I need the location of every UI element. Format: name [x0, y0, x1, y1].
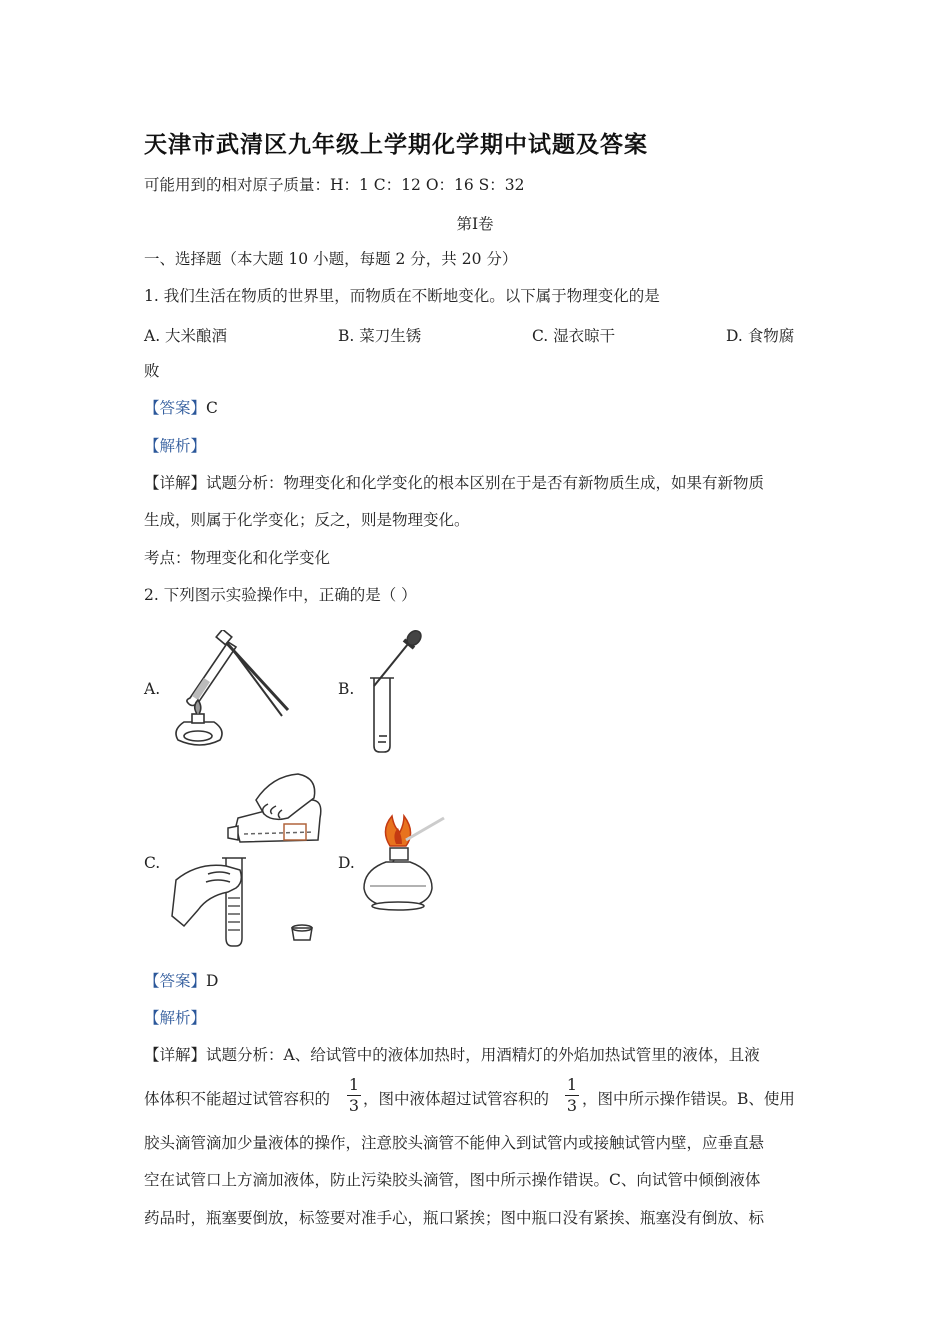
answer-value: D: [206, 972, 219, 990]
q2-detail-line-1: 【详解】试题分析：A、给试管中的液体加热时，用酒精灯的外焰加热试管里的液体，且液: [144, 1046, 760, 1064]
answer-tag: 【答案】: [144, 399, 207, 417]
page-title: 天津市武清区九年级上学期化学期中试题及答案: [144, 132, 648, 158]
fraction-numerator: 1: [566, 1075, 578, 1094]
answer-tag: 【答案】: [144, 972, 207, 990]
volume-label: 第Ⅰ卷: [456, 215, 494, 233]
q1-option-d: D. 食物腐: [726, 327, 795, 345]
analysis-tag: 【解析】: [144, 1009, 207, 1027]
atomic-masses-line: 可能用到的相对原子质量：H：1 C：12 O：16 S：32: [144, 176, 525, 194]
q2-detail-line-2b: ，图中液体超过试管容积的: [363, 1090, 550, 1108]
fraction-denominator: 3: [348, 1096, 360, 1115]
q2-answer-line: [144, 971, 218, 991]
q2-option-d-label: D.: [338, 854, 355, 872]
q1-option-b: B. 菜刀生锈: [338, 327, 422, 345]
fraction-numerator: 1: [348, 1075, 360, 1094]
q1-answer-line: [144, 398, 218, 418]
q1-detail-line-2: 生成，则属于化学变化；反之，则是物理变化。: [144, 511, 470, 529]
q2-stem: 2. 下列图示实验操作中，正确的是（ ）: [144, 586, 417, 604]
fraction-denominator: 3: [566, 1096, 578, 1115]
analysis-tag: 【解析】: [144, 437, 207, 455]
q1-option-a: A. 大米酿酒: [144, 327, 228, 345]
answer-value: C: [206, 399, 218, 417]
fraction-one-third: [565, 1076, 579, 1115]
q2-detail-line-5: 药品时，瓶塞要倒放，标签要对准手心，瓶口紧挨；图中瓶口没有紧挨、瓶塞没有倒放、标: [144, 1209, 765, 1227]
q2-option-c-label: C.: [144, 854, 161, 872]
fraction-one-third: [347, 1076, 361, 1115]
q1-detail-line-1: 【详解】试题分析：物理变化和化学变化的根本区别在于是否有新物质生成，如果有新物质: [144, 474, 765, 492]
q2-detail-line-4: 空在试管口上方滴加液体，防止污染胶头滴管，图中所示操作错误。C、向试管中倾倒液体: [144, 1171, 761, 1189]
q2-option-a-label: A.: [144, 680, 161, 698]
q1-stem: 1. 我们生活在物质的世界里，而物质在不断地变化。以下属于物理变化的是: [144, 287, 660, 305]
figure-a-heating-test-tube: [170, 630, 295, 750]
q2-option-b-label: B.: [338, 680, 355, 698]
q1-option-c: C. 湿衣晾干: [532, 327, 616, 345]
figure-d-alcohol-lamp: [360, 810, 450, 920]
q2-detail-line-2c: ，图中所示操作错误。B、使用: [582, 1090, 795, 1108]
figure-b-dropper: [360, 628, 430, 753]
q1-knowledge-point: 考点：物理变化和化学变化: [144, 549, 331, 567]
q2-detail-line-2a: 体体积不能超过试管容积的: [144, 1090, 331, 1108]
q2-detail-line-3: 胶头滴管滴加少量液体的操作，注意胶头滴管不能伸入到试管内或接触试管内壁，应垂直悬: [144, 1134, 765, 1152]
figure-c-pouring-liquid: [168, 770, 328, 950]
q1-option-d-wrap: 败: [144, 362, 160, 380]
section-heading: 一、选择题（本大题 10 小题，每题 2 分，共 20 分）: [144, 250, 518, 268]
